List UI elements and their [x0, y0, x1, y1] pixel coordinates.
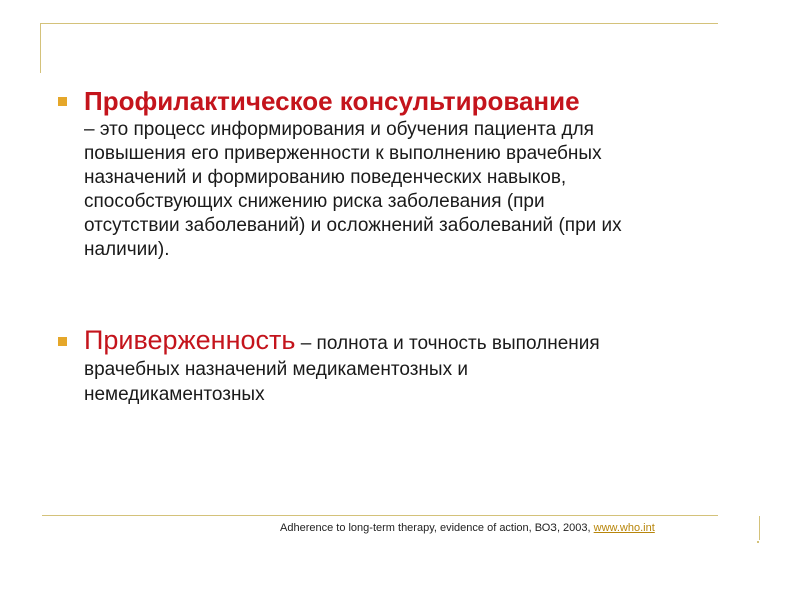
term-adherence: Приверженность — [84, 325, 296, 355]
definition-adherence — [84, 323, 744, 407]
bullet-square-icon — [58, 337, 67, 346]
who-link[interactable]: www.who.int — [593, 522, 655, 534]
bottom-divider — [42, 515, 718, 516]
citation-text: Adherence to long-term therapy, evidence of action, ВОЗ, 2003, — [280, 522, 594, 534]
definition-line: – это процесс информирования и обучения пациента для — [84, 119, 594, 140]
right-divider — [759, 516, 760, 540]
term-counseling: Профилактическое консультирование — [84, 86, 580, 116]
definition-line: отсутствии заболеваний) и осложнений заболеваний (при их — [84, 215, 622, 236]
definition-line: способствующих снижению риска заболевания (при — [84, 191, 545, 212]
definition-line: – полнота и точность выполнения — [295, 333, 600, 354]
decorative-dot — [757, 541, 759, 543]
definition-line: наличии). — [84, 239, 170, 260]
bullet-square-icon — [58, 97, 67, 106]
definition-line: врачебных назначений медикаментозных и — [84, 359, 468, 380]
source-citation — [280, 522, 655, 534]
definition-line: назначений и формированию поведенческих навыков, — [84, 167, 567, 188]
definition-line: немедикаментозных — [84, 384, 265, 405]
top-divider — [40, 23, 718, 24]
left-divider — [40, 23, 41, 73]
definition-counseling — [84, 84, 744, 262]
definition-line: повышения его приверженности к выполнению врачебных — [84, 143, 602, 164]
